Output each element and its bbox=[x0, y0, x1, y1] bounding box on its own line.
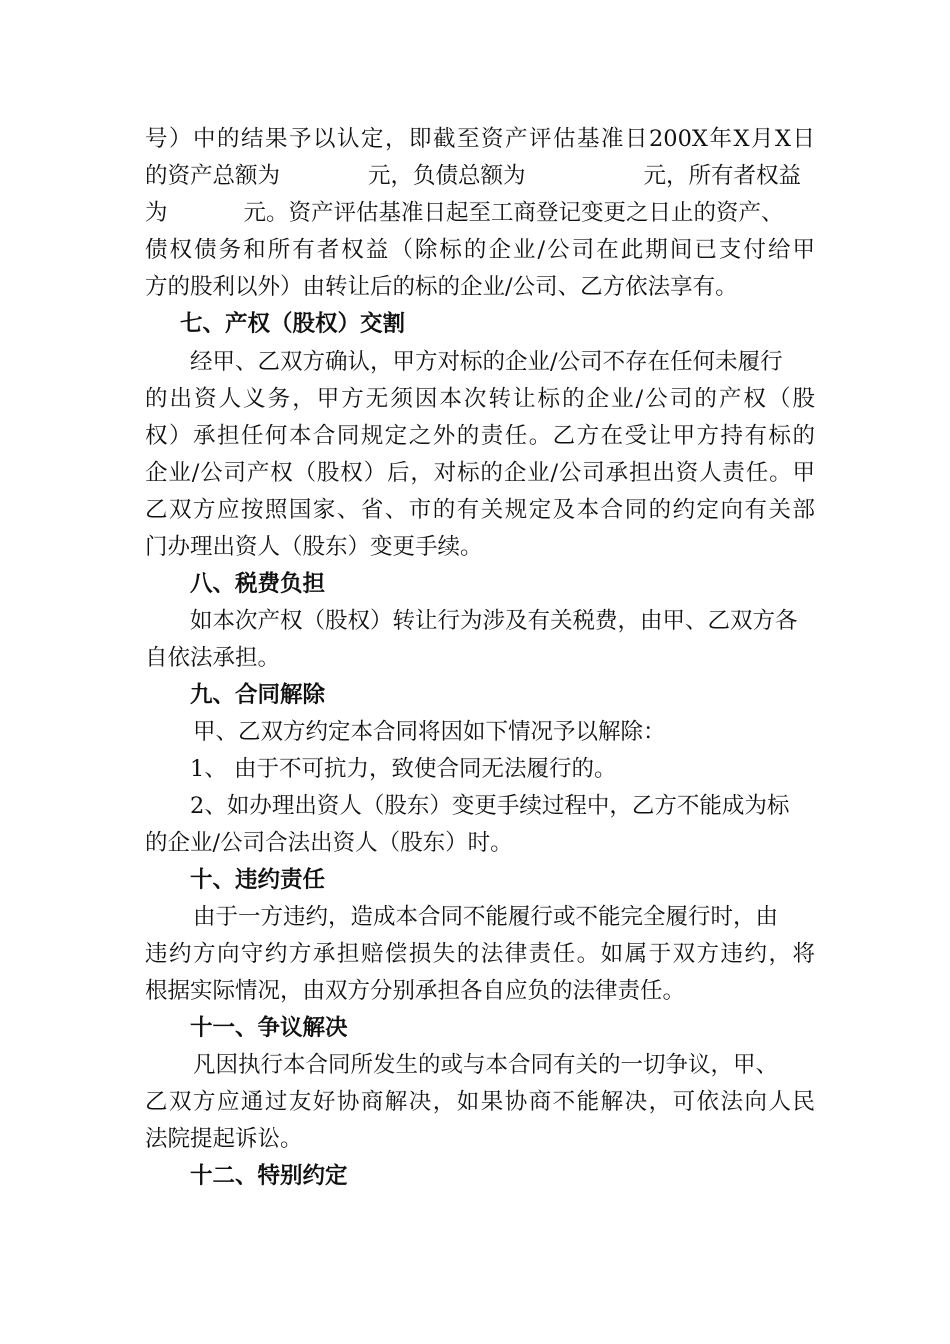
section-heading-12: 十二、特别约定 bbox=[190, 1163, 348, 1189]
paragraph-line: 的企业/公司合法出资人（股东）时。 bbox=[145, 830, 513, 856]
paragraph-line: 方的股利以外）由转让后的标的企业/公司、乙方依法享有。 bbox=[145, 274, 738, 300]
paragraph-line-equity bbox=[145, 199, 815, 227]
text-base-date: 元。资产评估基准日起至工商登记变更之日止的资产、 bbox=[243, 200, 784, 226]
paragraph-line: 企业/公司产权（股权）后，对标的企业/公司承担出资人责任。甲 bbox=[145, 460, 815, 486]
paragraph-line-assets bbox=[145, 162, 815, 190]
text-total-liabilities: 元，负债总额为 bbox=[368, 163, 526, 189]
section-heading-10: 十、违约责任 bbox=[190, 867, 326, 893]
section-heading-7: 七、产权（股权）交割 bbox=[180, 311, 406, 337]
paragraph-line: 乙双方应通过友好协商解决，如果协商不能解决，可依法向人民 bbox=[145, 1089, 815, 1115]
section-heading-8: 八、税费负担 bbox=[190, 571, 326, 597]
text-owner-equity: 元，所有者权益 bbox=[643, 163, 802, 189]
text-total-assets: 的资产总额为 bbox=[145, 163, 281, 189]
text-wei: 为 bbox=[145, 200, 168, 226]
paragraph-line: 经甲、乙双方确认，甲方对标的企业/公司不存在任何未履行 bbox=[190, 349, 783, 375]
section-heading-11: 十一、争议解决 bbox=[190, 1015, 348, 1041]
paragraph-line: 如本次产权（股权）转让行为涉及有关税费，由甲、乙双方各 bbox=[190, 608, 798, 634]
paragraph-line: 门办理出资人（股东）变更手续。 bbox=[145, 534, 483, 560]
paragraph-line: 凡因执行本合同所发生的或与本合同有关的一切争议，甲、 bbox=[193, 1052, 779, 1078]
list-item-1: 1、 由于不可抗力，致使合同无法履行的。 bbox=[190, 756, 617, 782]
list-item-2: 2、如办理出资人（股东）变更手续过程中，乙方不能成为标 bbox=[190, 793, 790, 819]
paragraph-line: 根据实际情况，由双方分别承担各自应负的法律责任。 bbox=[145, 978, 686, 1004]
paragraph-line: 权）承担任何本合同规定之外的责任。乙方在受让甲方持有标的 bbox=[145, 423, 815, 449]
paragraph-line: 由于一方违约，造成本合同不能履行或不能完全履行时，由 bbox=[193, 904, 779, 930]
paragraph-line: 自依法承担。 bbox=[145, 645, 281, 671]
paragraph-line: 的出资人义务，甲方无须因本次转让标的企业/公司的产权（股 bbox=[145, 386, 815, 412]
paragraph-line: 违约方向守约方承担赔偿损失的法律责任。如属于双方违约，将 bbox=[145, 941, 815, 967]
paragraph-line: 乙双方应按照国家、省、市的有关规定及本合同的约定向有关部 bbox=[145, 497, 815, 523]
paragraph-line: 债权债务和所有者权益（除标的企业/公司在此期间已支付给甲 bbox=[145, 237, 815, 263]
paragraph-line: 号）中的结果予以认定，即截至资产评估基准日200X年X月X日 bbox=[145, 126, 815, 152]
paragraph-line: 甲、乙双方约定本合同将因如下情况予以解除： bbox=[193, 719, 666, 745]
paragraph-line: 法院提起诉讼。 bbox=[145, 1126, 303, 1152]
section-heading-9: 九、合同解除 bbox=[190, 682, 326, 708]
